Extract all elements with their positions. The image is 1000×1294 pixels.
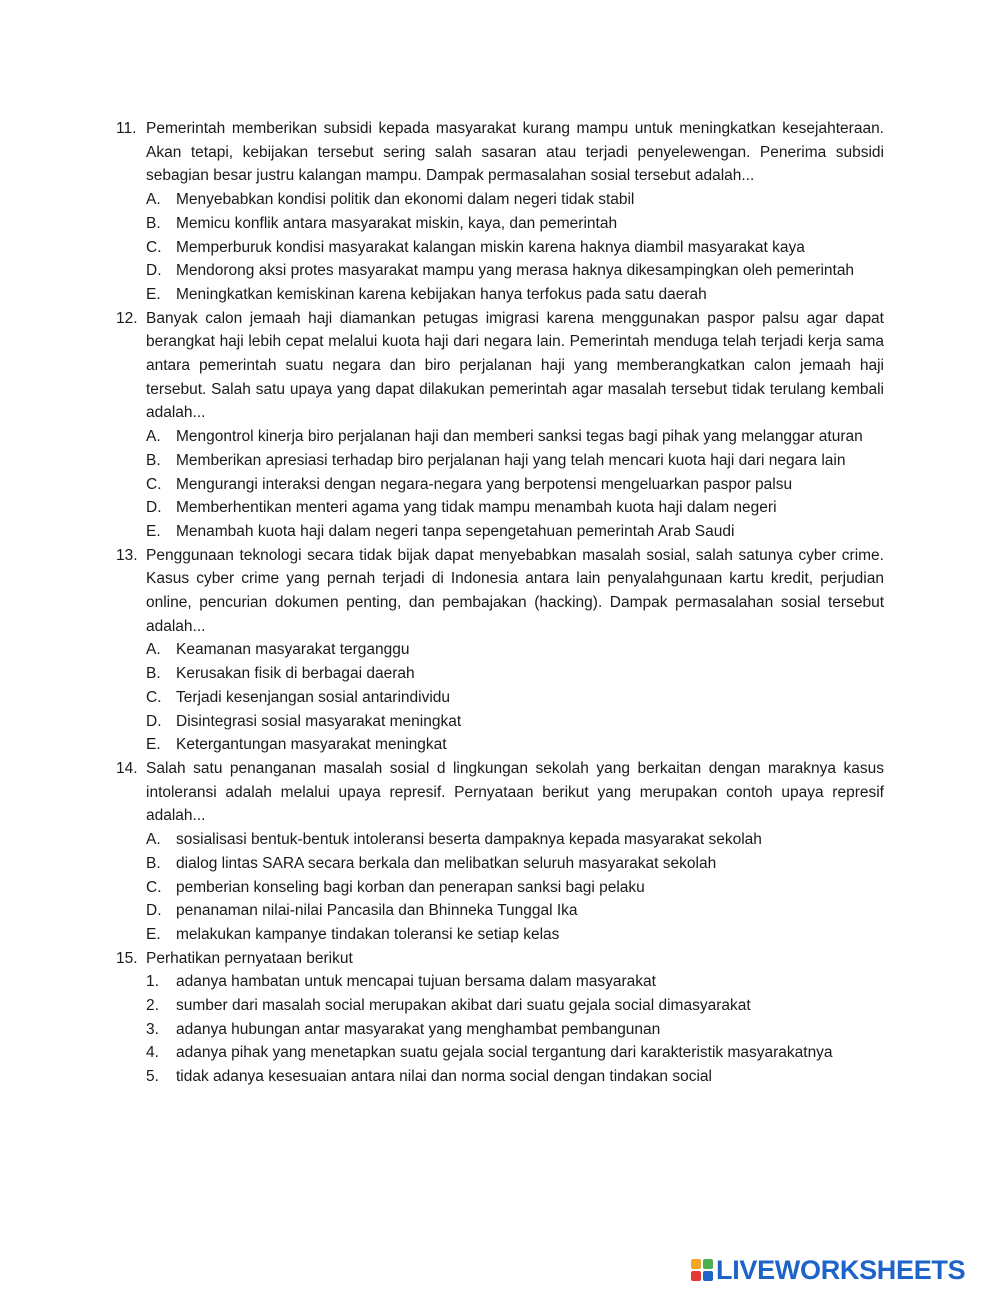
question-11: [116, 117, 884, 307]
option-b[interactable]: [146, 212, 884, 236]
option-marker: E.: [146, 736, 161, 754]
option-marker: A.: [146, 191, 161, 209]
option-text: Mendorong aksi protes masyarakat mampu yang merasa haknya dikesampingkan oleh pemerintah: [176, 262, 855, 280]
option-c[interactable]: [146, 686, 884, 710]
statement-marker: 3.: [146, 1020, 159, 1038]
option-c[interactable]: [146, 473, 884, 497]
option-list: [146, 828, 884, 947]
option-text: Memicu konflik antara masyarakat miskin, kaya, dan pemerintah: [176, 214, 618, 232]
option-list: [146, 638, 884, 757]
logo-square: [703, 1259, 713, 1269]
statement-marker: 4.: [146, 1044, 159, 1062]
option-text: Mengurangi interaksi dengan negara-negara yang berpotensi mengeluarkan paspor palsu: [176, 475, 793, 493]
option-text: Memperburuk kondisi masyarakat kalangan miskin karena haknya diambil masyarakat kaya: [176, 238, 805, 256]
option-text: melakukan kampanye tindakan toleransi ke setiap kelas: [176, 925, 560, 943]
option-marker: E.: [146, 925, 161, 943]
option-marker: D.: [146, 902, 162, 920]
question-stem: Perhatikan pernyataan berikut: [146, 949, 353, 967]
question-number: 11.: [116, 120, 137, 137]
option-e[interactable]: [146, 733, 884, 757]
statement-marker: 2.: [146, 997, 159, 1015]
option-text: pemberian konseling bagi korban dan penerapan sanksi bagi pelaku: [176, 878, 645, 896]
option-text: Mengontrol kinerja biro perjalanan haji dan memberi sanksi tegas bagi pihak yang melanggar aturan: [176, 428, 863, 446]
question-number: 12.: [116, 309, 138, 327]
option-marker: D.: [146, 262, 162, 280]
statement-text: sumber dari masalah social merupakan akibat dari suatu gejala social dimasyarakat: [176, 997, 751, 1015]
option-d[interactable]: [146, 259, 884, 283]
option-list: [146, 425, 884, 544]
option-text: dialog lintas SARA secara berkala dan melibatkan seluruh masyarakat sekolah: [176, 854, 717, 872]
question-number: 13.: [116, 546, 138, 564]
statement-item: [146, 994, 884, 1018]
option-b[interactable]: [146, 852, 884, 876]
option-marker: C.: [146, 688, 162, 706]
worksheet-content: [116, 117, 884, 1089]
logo-square: [703, 1271, 713, 1281]
statement-list: [146, 970, 884, 1089]
liveworksheets-logo[interactable]: [691, 1256, 965, 1284]
option-b[interactable]: [146, 662, 884, 686]
question-number: 15.: [116, 949, 138, 967]
question-stem: Penggunaan teknologi secara tidak bijak dapat menyebabkan masalah sosial, salah satunya cyber crime. Kasus cyber crime yang pernah terjadi di Indonesia antara lain penyalahgunaan kartu kredit, perjudian online, pencurian dokumen penting, dan pembajakan (hacking). Dampak permasalahan sosial tersebut adalah...: [146, 546, 884, 635]
option-list: [146, 188, 884, 307]
option-c[interactable]: [146, 236, 884, 260]
option-marker: B.: [146, 214, 161, 232]
option-d[interactable]: [146, 899, 884, 923]
statement-text: adanya pihak yang menetapkan suatu gejala social tergantung dari karakteristik masyarakatnya: [176, 1044, 833, 1062]
logo-square: [691, 1259, 701, 1269]
option-marker: A.: [146, 428, 161, 446]
option-text: Disintegrasi sosial masyarakat meningkat: [176, 712, 462, 730]
liveworksheets-logo-icon: [691, 1259, 713, 1281]
statement-item: [146, 1018, 884, 1042]
option-marker: B.: [146, 854, 161, 872]
option-a[interactable]: [146, 638, 884, 662]
option-marker: B.: [146, 451, 161, 469]
statement-marker: 1.: [146, 973, 159, 991]
option-marker: E.: [146, 285, 161, 303]
option-marker: D.: [146, 712, 162, 730]
option-marker: C.: [146, 878, 162, 896]
question-stem: Banyak calon jemaah haji diamankan petugas imigrasi karena menggunakan paspor palsu agar dapat berangkat haji lebih cepat melalui kuota haji dari negara lain. Pemerintah menduga telah terjadi kerja sama antara pemerintah suatu negara dan biro perjalanan haji yang memberangkatkan calon jemaah haji tersebut. Salah satu upaya yang dapat dilakukan pemerintah agar masalah tersebut tidak terulang kembali adalah...: [146, 309, 884, 422]
question-stem: Pemerintah memberikan subsidi kepada masyarakat kurang mampu untuk meningkatkan kesejahteraan. Akan tetapi, kebijakan tersebut sering salah sasaran atau terjadi penyelewengan. Penerima subsidi sebagian besar justru kalangan mampu. Dampak permasalahan sosial tersebut adalah...: [146, 120, 884, 185]
statement-item: [146, 970, 884, 994]
option-text: Kerusakan fisik di berbagai daerah: [176, 665, 415, 683]
option-d[interactable]: [146, 710, 884, 734]
option-c[interactable]: [146, 876, 884, 900]
question-stem: Salah satu penanganan masalah sosial d lingkungan sekolah yang berkaitan dengan maraknya kasus intoleransi adalah melalui upaya represif. Pernyataan berikut yang merupakan contoh upaya represif adalah...: [146, 759, 884, 825]
logo-text: LIVEWORKSHEETS: [716, 1254, 966, 1285]
option-text: penanaman nilai-nilai Pancasila dan Bhinneka Tunggal Ika: [176, 902, 578, 920]
option-d[interactable]: [146, 496, 884, 520]
option-a[interactable]: [146, 828, 884, 852]
option-text: Keamanan masyarakat terganggu: [176, 641, 410, 659]
option-marker: D.: [146, 499, 162, 517]
option-marker: C.: [146, 475, 162, 493]
statement-item: [146, 1065, 884, 1089]
question-13: [116, 544, 884, 757]
statement-text: adanya hambatan untuk mencapai tujuan bersama dalam masyarakat: [176, 973, 656, 991]
option-marker: A.: [146, 831, 161, 849]
option-e[interactable]: [146, 283, 884, 307]
option-text: Memberikan apresiasi terhadap biro perjalanan haji yang telah mencari kuota haji dari negara lain: [176, 451, 846, 469]
statement-marker: 5.: [146, 1068, 159, 1086]
statement-text: adanya hubungan antar masyarakat yang menghambat pembangunan: [176, 1020, 661, 1038]
option-marker: C.: [146, 238, 162, 256]
option-marker: A.: [146, 641, 161, 659]
statement-item: [146, 1041, 884, 1065]
option-marker: B.: [146, 665, 161, 683]
option-text: Meningkatkan kemiskinan karena kebijakan hanya terfokus pada satu daerah: [176, 285, 707, 303]
logo-square: [691, 1271, 701, 1281]
option-text: Menyebabkan kondisi politik dan ekonomi dalam negeri tidak stabil: [176, 191, 635, 209]
question-number: 14.: [116, 759, 138, 777]
option-marker: E.: [146, 522, 161, 540]
question-12: [116, 307, 884, 544]
option-text: sosialisasi bentuk-bentuk intoleransi beserta dampaknya kepada masyarakat sekolah: [176, 831, 762, 849]
option-e[interactable]: [146, 520, 884, 544]
option-a[interactable]: [146, 425, 884, 449]
statement-text: tidak adanya kesesuaian antara nilai dan norma social dengan tindakan social: [176, 1068, 712, 1086]
question-15: [116, 947, 884, 1089]
option-text: Terjadi kesenjangan sosial antarindividu: [176, 688, 451, 706]
option-a[interactable]: [146, 188, 884, 212]
option-b[interactable]: [146, 449, 884, 473]
option-text: Ketergantungan masyarakat meningkat: [176, 736, 447, 754]
option-text: Memberhentikan menteri agama yang tidak mampu menambah kuota haji dalam negeri: [176, 499, 777, 517]
question-14: [116, 757, 884, 947]
option-text: Menambah kuota haji dalam negeri tanpa sepengetahuan pemerintah Arab Saudi: [176, 522, 735, 540]
option-e[interactable]: [146, 923, 884, 947]
